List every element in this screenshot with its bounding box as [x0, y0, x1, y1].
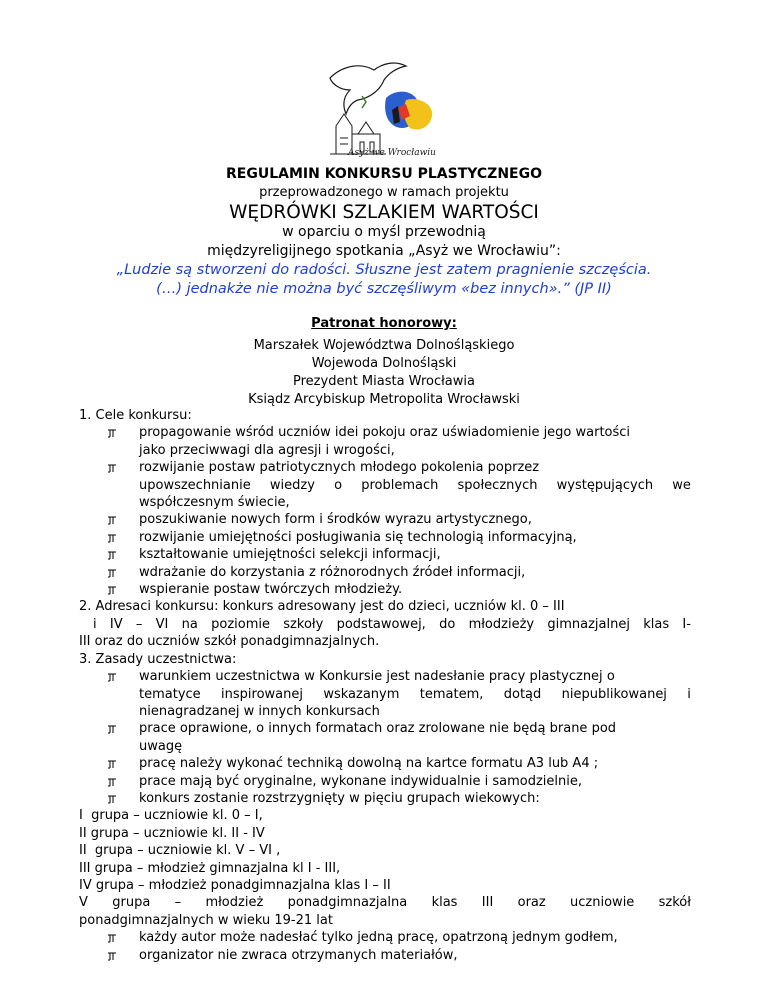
word: plastycznej	[529, 669, 603, 685]
word: grupa	[112, 895, 151, 911]
word: oraz	[386, 721, 415, 737]
word: zrolowane	[418, 721, 485, 737]
word: wskazanym	[323, 686, 400, 702]
word: w	[304, 669, 315, 685]
bullet-item	[79, 459, 691, 476]
bullet-item	[79, 668, 691, 685]
section-3-heading: 3. Zasady uczestnictwa:	[79, 651, 237, 667]
bullet-icon	[107, 724, 117, 734]
word: do	[439, 616, 456, 632]
age-group: II grupa – uczniowie kl. II - IV	[79, 825, 265, 841]
section-1-heading: 1. Cele konkursu:	[79, 408, 192, 423]
bullet-icon	[107, 533, 117, 543]
word: szkoły	[283, 616, 324, 632]
word: uczniowie	[570, 895, 635, 911]
bullet-item	[79, 790, 691, 807]
word: pokolenia	[420, 460, 484, 476]
bullet-text: konkurs zostanie rozstrzygnięty w pięciu grupach wiekowych:	[139, 790, 540, 806]
word: o	[256, 721, 265, 737]
bullet-text: wdrażanie do korzystania z różnorodnych źródeł informacji,	[139, 564, 526, 580]
patron-item: Wojewoda Dolnośląski	[311, 356, 457, 371]
bullet-icon	[107, 933, 117, 943]
age-group: III grupa – młodzież gimnazjalna kl I - III,	[79, 860, 341, 876]
bullet-text: prace mają być oryginalne, wykonane indywidualnie i samodzielnie,	[139, 773, 582, 789]
bullet-icon	[107, 515, 117, 525]
bullet-text: każdy autor może nadesłać tylko jedną pracę, opatrzoną jednym godłem,	[139, 930, 618, 946]
bullet-item	[79, 581, 691, 598]
bullet-icon	[107, 568, 117, 578]
word: inspirowanej	[221, 686, 303, 702]
bullet-continuation-justified	[79, 477, 691, 494]
patron-item: Ksiądz Arcybiskup Metropolita Wrocławski	[248, 392, 520, 407]
bullet-continuation: nienagradzanej w innych konkursach	[139, 703, 380, 719]
bullet-icon	[107, 463, 117, 473]
bullet-item	[79, 511, 691, 528]
bullet-text: kształtowanie umiejętności selekcji informacji,	[139, 547, 441, 563]
word: upowszechnianie	[139, 477, 251, 493]
age-group: II grupa – uczniowie kl. V – VI ,	[79, 843, 281, 859]
bullet-item	[79, 773, 691, 790]
word: młodzież	[205, 895, 264, 911]
word: młodzieży	[468, 616, 535, 632]
word: ponadgimnazjalna	[287, 895, 408, 911]
word: problemach	[361, 477, 439, 493]
bullet-icon	[107, 759, 117, 769]
bullet-item	[79, 720, 691, 737]
bullet-icon	[107, 794, 117, 804]
word: III	[481, 895, 494, 911]
bullet-continuation: uwagę	[139, 738, 183, 754]
age-group: I grupa – uczniowie kl. 0 – I,	[79, 808, 263, 824]
bullet-item	[79, 947, 691, 964]
word: o	[606, 669, 615, 685]
word: nie	[489, 721, 509, 737]
bullet-item	[79, 546, 691, 563]
patron-item: Marszałek Województwa Dolnośląskiego	[253, 338, 515, 353]
word: poprzez	[487, 460, 540, 476]
word: poziomie	[211, 616, 271, 632]
word: rozwijanie	[139, 460, 205, 476]
word: I-	[682, 616, 691, 632]
quote-line-2: (…) jednakże nie można być szczęśliwym «bez innych».” (JP II)	[156, 281, 612, 297]
word: oprawione,	[179, 721, 252, 737]
bullet-text: poszukiwanie nowych form i środków wyrazu artystycznego,	[139, 512, 532, 528]
project-name: WĘDRÓWKI SZLAKIEM WARTOŚCI	[229, 202, 539, 223]
word: nadesłanie	[414, 669, 485, 685]
word: brane	[549, 721, 588, 737]
word: –	[174, 895, 182, 911]
bullet-item	[79, 424, 691, 441]
header-line-5: międzyreligijnego spotkania „Asyż we Wrocławiu”:	[207, 243, 561, 259]
word: tematem,	[419, 686, 484, 702]
logo-caption: Asyż we Wrocławiu	[348, 148, 436, 158]
word: warunkiem	[139, 669, 212, 685]
word: uczestnictwa	[215, 669, 301, 685]
section-2-line-1: 2. Adresaci konkursu: konkurs adresowany jest do dzieci, uczniów kl. 0 – III	[79, 599, 565, 615]
bullet-item	[79, 529, 691, 546]
word: gimnazjalnej	[547, 616, 630, 632]
word: we	[672, 477, 691, 493]
patron-item: Prezydent Miasta Wrocławia	[293, 374, 475, 389]
bullet-text-justified	[79, 668, 691, 685]
patronat-heading: Patronat honorowy:	[311, 316, 457, 331]
word: i	[687, 686, 691, 702]
bullet-icon	[107, 428, 117, 438]
word: jest	[386, 669, 410, 685]
word: podstawowej,	[336, 616, 426, 632]
bullet-text: propagowanie wśród uczniów idei pokoju oraz uświadomienie jego wartości	[139, 425, 631, 441]
bullet-continuation: jako przeciwwagi dla agresji i wrogości,	[139, 442, 395, 458]
bullet-icon	[107, 777, 117, 787]
bullet-icon	[107, 951, 117, 961]
word: szkół	[658, 895, 691, 911]
word: młodego	[359, 460, 417, 476]
word: niepublikowanej	[561, 686, 667, 702]
quote-line-1: „Ludzie są stworzeni do radości. Słuszne jest zatem pragnienie szczęścia.	[116, 262, 652, 278]
section-2-line-2	[79, 616, 691, 633]
word: i	[93, 616, 97, 632]
bullet-text: pracę należy wykonać techniką dowolną na kartce formatu A3 lub A4 ;	[139, 756, 599, 772]
document-title: REGULAMIN KONKURSU PLASTYCZNEGO	[226, 166, 542, 182]
bullet-text: rozwijanie umiejętności posługiwania się technologią informacyjną,	[139, 529, 577, 545]
bullet-text-justified	[79, 459, 691, 476]
word: o	[334, 477, 343, 493]
word: na	[181, 616, 198, 632]
word: formatach	[315, 721, 383, 737]
bullet-icon	[107, 672, 117, 682]
bullet-continuation-justified	[79, 686, 691, 703]
word: występujących	[556, 477, 654, 493]
word: tematyce	[139, 686, 201, 702]
bullet-icon	[107, 550, 117, 560]
bullet-text-justified	[79, 720, 691, 737]
word: pod	[591, 721, 617, 737]
word: dotąd	[503, 686, 542, 702]
bullet-item	[79, 755, 691, 772]
word: klas	[643, 616, 670, 632]
word: IV	[109, 616, 123, 632]
word: będą	[513, 721, 546, 737]
word: patriotycznych	[259, 460, 356, 476]
bullet-item	[79, 564, 691, 581]
word: prace	[139, 721, 176, 737]
word: VI	[155, 616, 169, 632]
word: klas	[431, 895, 458, 911]
word: –	[135, 616, 143, 632]
word: V	[79, 895, 88, 911]
document-subtitle: przeprowadzonego w ramach projektu	[259, 185, 509, 200]
bullet-icon	[107, 585, 117, 595]
word: pracy	[488, 669, 526, 685]
section-2-line-3: III oraz do uczniów szkół ponadgimnazjalnych.	[79, 634, 380, 650]
word: wiedzy	[269, 477, 315, 493]
bullet-item	[79, 929, 691, 946]
word: postaw	[208, 460, 256, 476]
age-group-justified	[79, 894, 691, 911]
bullet-continuation: współczesnym świecie,	[139, 495, 290, 511]
document-body	[79, 407, 691, 964]
word: innych	[268, 721, 312, 737]
bullet-text: organizator nie zwraca otrzymanych materiałów,	[139, 947, 458, 963]
age-group-continuation: ponadgimnazjalnych w wieku 19-21 lat	[79, 912, 333, 928]
bullet-text: wspieranie postaw twórczych młodzieży.	[139, 582, 403, 598]
word: Konkursie	[319, 669, 383, 685]
age-group: IV grupa – młodzież ponadgimnazjalna klas I – II	[79, 877, 391, 893]
header-line-4: w oparciu o myśl przewodnią	[282, 224, 486, 240]
word: oraz	[517, 895, 546, 911]
word: społecznych	[457, 477, 538, 493]
